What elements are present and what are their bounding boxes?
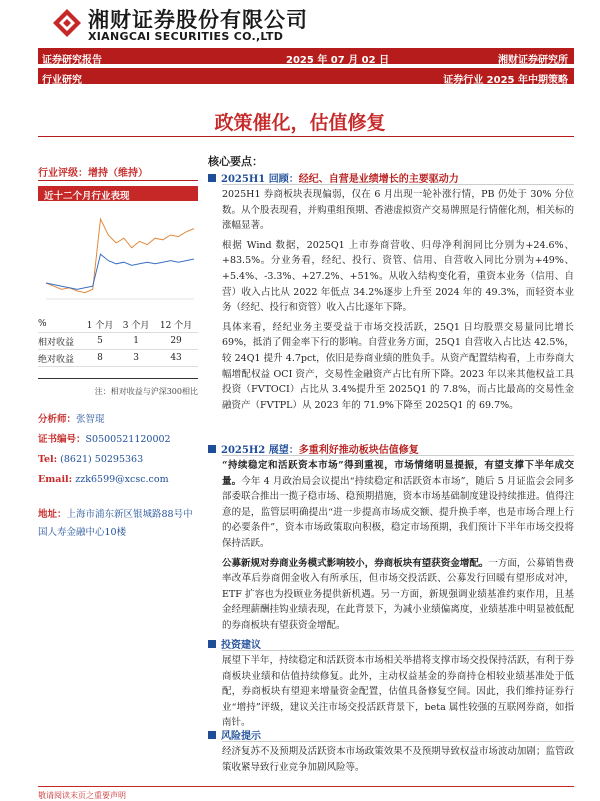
analyst-label: 分析师： bbox=[38, 414, 77, 425]
cert-label: 证书编号： bbox=[38, 434, 86, 445]
email-line bbox=[38, 470, 198, 490]
cert-number: S0500521120002 bbox=[85, 434, 171, 445]
paragraph: 根据 Wind 数据，2025Q1 上市券商营收、归母净利润同比分别为+24.6%、+83.5%。分业务看，经纪、投行、资管、信用、自营收入同比分别为+49%、+5.4%、-3.3%、+27.2%、+51%。从收入结构变化看，重资本业务（信用、自营）收入占比从 2022 年低点 34.2%逐步上升至 2024 年的 49.3%，而轻资本业务（经纪、投行和资管）收入占比逐年下降。 bbox=[222, 239, 574, 314]
analyst-name: 张智琨 bbox=[76, 414, 105, 425]
header-bar-top bbox=[38, 48, 574, 64]
paragraph-text: 一方面，公募销售费率改革后券商佣金收入有所承压，但市场交投活跃、公募发行回暖有望形成对冲，ETF 扩容也为投顾业务提供新机遇。另一方面，新规强调业绩基准约束作用，且基金经理薪酬挂钩业绩表现，在此背景下，为减小业绩偏离度，业绩基准中明显被低配的券商板块有望获资金增配。 bbox=[222, 557, 574, 631]
company-logo-icon bbox=[52, 8, 82, 38]
table-cell: 29 bbox=[154, 333, 198, 350]
report-type: 证券研究报告 bbox=[42, 55, 102, 66]
footer-disclaimer: 敬请阅读末页之重要声明 bbox=[38, 791, 126, 800]
paragraph bbox=[222, 458, 574, 552]
table-note: 注：相对收益与沪深300相比 bbox=[94, 387, 198, 396]
section-label: 2025H1 回顾： bbox=[221, 174, 299, 185]
table-cell: 5 bbox=[82, 333, 118, 350]
report-date: 2025 年 07 月 02 日 bbox=[286, 55, 390, 66]
core-points-title: 核心要点： bbox=[208, 155, 263, 168]
email-label: Email: bbox=[38, 474, 73, 485]
institute-name: 湘财证券研究所 bbox=[498, 55, 568, 66]
section-divider bbox=[222, 184, 574, 185]
paragraph-text: 今年 4 月政治局会议提出“持续稳定和活跃资本市场”，随后 5 月证监会会同多部委联合推出一揽子稳市场、稳预期措施，资本市场基础制度建设持续推进。值得注意的是，监管层明确提出“进一步提高市场成交额、提升换手率，也是市场合理上行的必要条件”，资本市场政策取向积极，稳定市场预期，我们预计下半年市场交投将保持活跃。 bbox=[222, 475, 574, 549]
address-label: 地址： bbox=[38, 509, 67, 520]
rating-divider bbox=[38, 180, 198, 181]
report-category: 行业研究 bbox=[42, 75, 82, 86]
company-name-cn: 湘财证券股份有限公司 bbox=[88, 8, 308, 32]
report-name: 证券行业 2025 年中期策略 bbox=[443, 75, 568, 86]
square-bullet-icon bbox=[208, 731, 216, 739]
section-label: 2025H2 展望： bbox=[221, 445, 299, 456]
performance-table bbox=[38, 316, 198, 367]
table-header: 3 个月 bbox=[118, 316, 154, 333]
paragraph: 2025H1 券商板块表现偏弱，仅在 6 月出现一轮补涨行情，PB 仍处于 30% 分位数。从个股表现看，并购重组预期、香港虚拟资产交易牌照是行情催化剂，相关标的涨幅显著。 bbox=[222, 189, 574, 232]
table-cell: 43 bbox=[154, 350, 198, 367]
section-review-body bbox=[222, 187, 574, 413]
company-name-en: XIANGCAI SECURITIES CO.,LTD bbox=[88, 30, 284, 43]
section-advice-body bbox=[222, 653, 574, 731]
industry-rating: 行业评级：增持（维持） bbox=[38, 168, 148, 179]
section-risk-body bbox=[222, 744, 574, 775]
page-title: 政策催化，估值修复 bbox=[214, 112, 386, 134]
section-label: 风险提示 bbox=[221, 731, 261, 742]
table-row bbox=[38, 333, 198, 350]
square-bullet-icon bbox=[208, 640, 216, 648]
section-review-heading bbox=[208, 170, 459, 185]
tel-number: (8621) 50295363 bbox=[60, 454, 144, 465]
section-outlook-heading bbox=[208, 441, 419, 456]
address-text: 上海市浦东新区银城路88号中国人寿金融中心10楼 bbox=[38, 509, 193, 538]
table-row bbox=[38, 350, 198, 367]
paragraph: 展望下半年，持续稳定和活跃资本市场相关举措将支撑市场交投保持活跃，有利于券商板块业绩和估值持续修复。此外，主动权益基金的券商持仓相较业绩基准处于低配，券商板块有望迎来增量资金配置，估值具备修复空间。因此，我们维持证券行业“增持”评级，建议关注市场交投活跃背景下，beta 属性较强的互联网券商，如指南针。 bbox=[222, 655, 574, 729]
note-divider bbox=[38, 378, 198, 379]
title-divider bbox=[38, 136, 574, 137]
performance-chart bbox=[38, 203, 198, 311]
performance-header bbox=[38, 186, 198, 201]
footer-divider bbox=[38, 786, 574, 787]
paragraph: 具体来看，经纪业务主要受益于市场交投活跃，25Q1 日均股票交易量同比增长 69%，抵消了佣金率下行的影响。自营业务方面，25Q1 自营收入占比达 42.5%，较 24Q1 提升 4.7pct，依旧是券商业绩的胜负手。从资产配置结构看，上市券商大幅增配权益 OCI 资产，交易性金融资产占比有所下降。2023 年以来其他权益工具投资（FVTOCI）占比从 3.4%提升至 2025Q1 的 7.8%，而占比最高的交易性金融资产（FVTPL）从 2023 年的 71.9%下降至 2025Q1 的 69.7%。 bbox=[222, 321, 574, 411]
row-label: 绝对收益 bbox=[38, 350, 82, 367]
square-bullet-icon bbox=[208, 445, 216, 453]
bold-lead: 公募新规对券商业务模式影响较小，券商板块有望获资金增配。 bbox=[222, 557, 489, 569]
table-header-row bbox=[38, 316, 198, 333]
section-subtitle: 经纪、自营是业绩增长的主要驱动力 bbox=[298, 174, 459, 185]
square-bullet-icon bbox=[208, 174, 216, 182]
analyst-info bbox=[38, 410, 198, 490]
header-bar-bottom bbox=[38, 68, 574, 84]
section-divider bbox=[222, 455, 574, 456]
table-cell: 1 bbox=[118, 333, 154, 350]
section-outlook-body bbox=[222, 458, 574, 634]
table-header: 1 个月 bbox=[82, 316, 118, 333]
bold-lead: “持续稳定和活跃资本市场”得到重视，市场情绪明显提振，有望支撑下半年成交量。 bbox=[222, 460, 574, 487]
email-address[interactable]: zzk6599@xcsc.com bbox=[75, 474, 169, 485]
section-subtitle: 多重利好推动板块估值修复 bbox=[298, 445, 419, 456]
section-advice-heading bbox=[208, 636, 261, 651]
tel-label: Tel: bbox=[38, 454, 58, 465]
section-divider bbox=[222, 741, 574, 742]
analyst-line bbox=[38, 410, 198, 430]
performance-title: 近十二个月行业表现 bbox=[44, 191, 130, 202]
paragraph bbox=[222, 556, 574, 634]
address-info bbox=[38, 506, 198, 542]
table-cell: 3 bbox=[118, 350, 154, 367]
paragraph: 经济复苏不及预期及活跃资本市场政策效果不及预期导致权益市场波动加剧；监管政策收紧导致行业竞争加剧风险等。 bbox=[222, 746, 574, 773]
section-divider bbox=[222, 650, 574, 651]
table-header: 12 个月 bbox=[154, 316, 198, 333]
section-label: 投资建议 bbox=[221, 640, 261, 651]
table-header: % bbox=[38, 316, 82, 333]
section-risk-heading bbox=[208, 727, 261, 742]
table-cell: 8 bbox=[82, 350, 118, 367]
tel-line bbox=[38, 450, 198, 470]
row-label: 相对收益 bbox=[38, 333, 82, 350]
cert-line bbox=[38, 430, 198, 450]
